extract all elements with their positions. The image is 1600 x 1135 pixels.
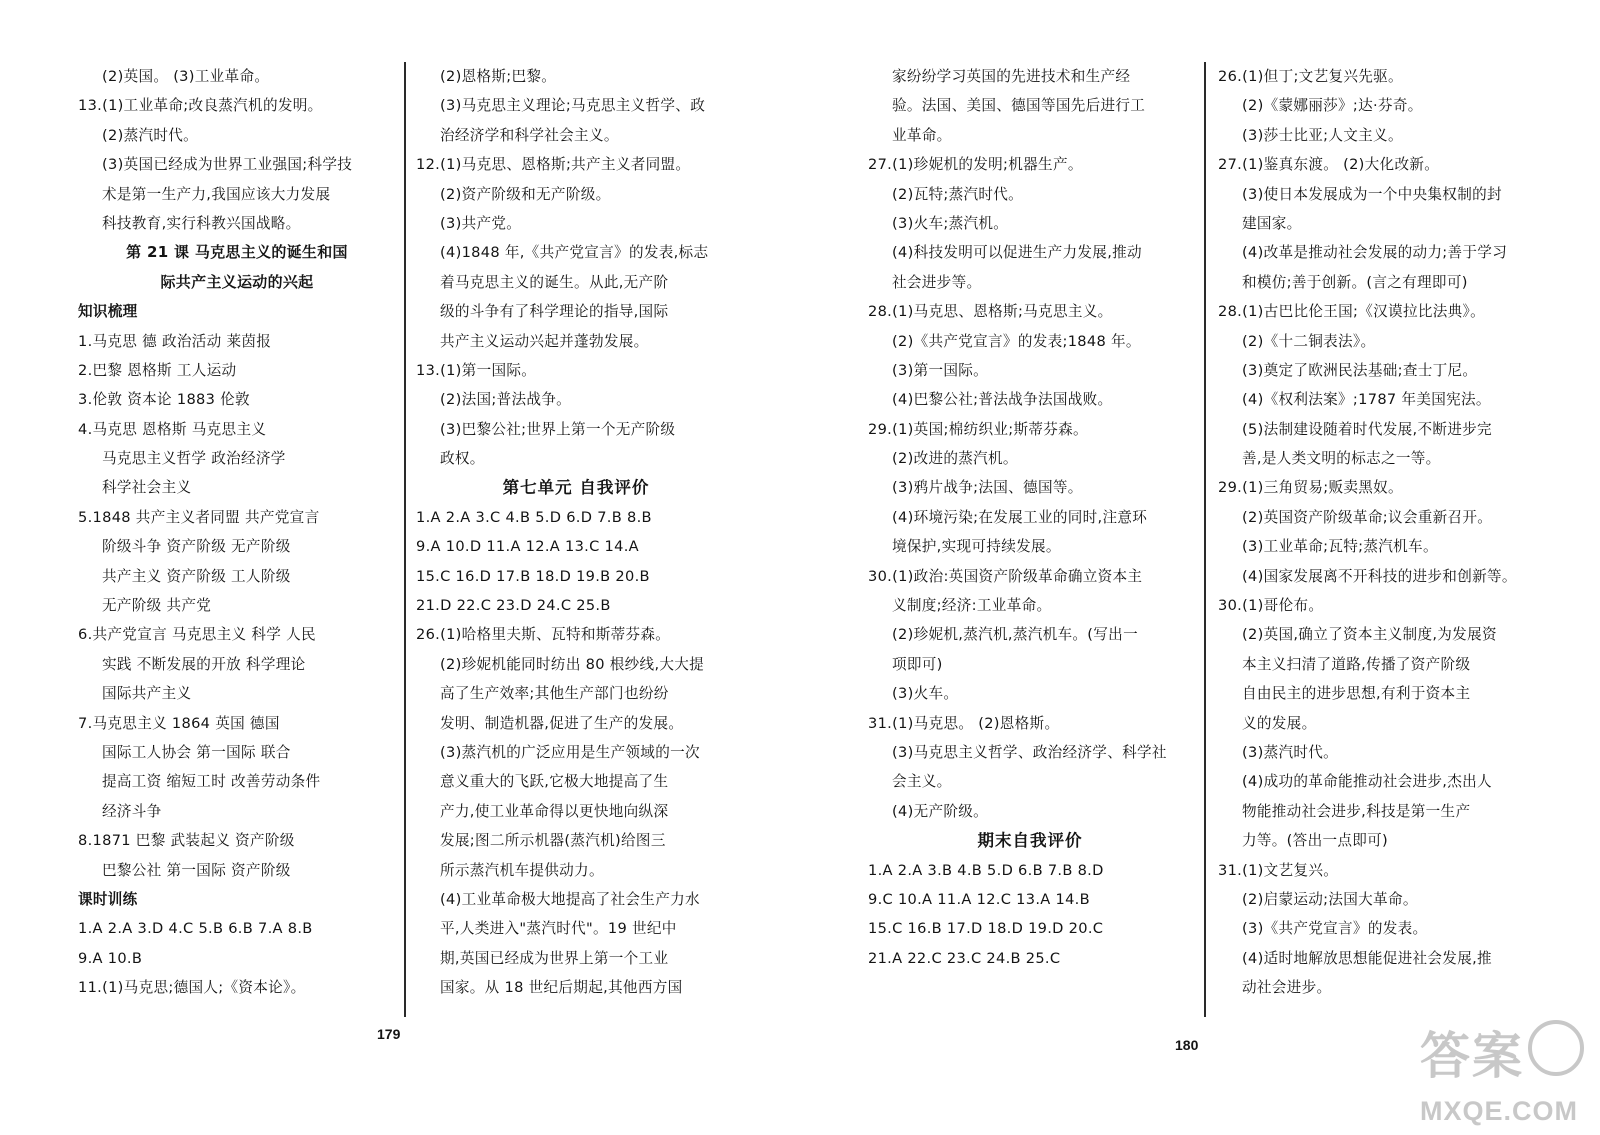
answer-line: (3)英国已经成为世界工业强国;科学技 <box>102 156 353 174</box>
answer-line: 项即可) <box>892 655 943 673</box>
answer-line: (2)英国资产阶级革命;议会重新召开。 <box>1242 508 1493 526</box>
answer-line: (4)环境污染;在发展工业的同时,注意环 <box>892 508 1148 526</box>
answer-line: 建国家。 <box>1242 214 1302 232</box>
right-page <box>800 0 1600 1135</box>
answer-line: (2)珍妮机能同时纺出 80 根纱线,大大提 <box>440 655 705 673</box>
answer-line: 意义重大的飞跃,它极大地提高了生 <box>440 773 669 791</box>
answer-line: 11.(1)马克思;德国人;《资本论》。 <box>78 979 306 997</box>
answer-line: 28.(1)马克思、恩格斯;马克思主义。 <box>868 303 1113 321</box>
answer-line: (3)火车。 <box>892 685 959 703</box>
answer-line: 28.(1)古巴比伦王国;《汉谟拉比法典》。 <box>1218 303 1486 321</box>
answer-line: 高了生产效率;其他生产部门也纷纷 <box>440 685 669 703</box>
answer-line: 所示蒸汽机车提供动力。 <box>440 861 604 879</box>
answer-line: 实践 不断发展的开放 科学理论 <box>102 655 306 673</box>
answer-line: 发明、制造机器,促进了生产的发展。 <box>440 714 684 732</box>
subsection-heading: 知识梳理 <box>78 303 138 321</box>
answer-line: 力等。(答出一点即可) <box>1242 832 1389 850</box>
answer-line: (2)恩格斯;巴黎。 <box>440 68 557 85</box>
answer-line: (4)1848 年,《共产党宣言》的发表,标志 <box>440 244 709 262</box>
answer-line: 5.1848 共产主义者同盟 共产党宣言 <box>78 508 320 526</box>
answer-line: (2)《十二铜表法》。 <box>1242 332 1376 350</box>
answer-line: 15.C 16.D 17.B 18.D 19.B 20.B <box>416 567 650 585</box>
answer-line: (4)巴黎公社;普法战争法国战败。 <box>892 391 1113 409</box>
answer-line: 义制度;经济:工业革命。 <box>892 597 1052 615</box>
page-number-179: 179 <box>377 1026 401 1042</box>
answer-line: 7.马克思主义 1864 英国 德国 <box>78 714 280 732</box>
section-heading: 际共产主义运动的兴起 <box>160 272 314 291</box>
answer-line: 8.1871 巴黎 武装起义 资产阶级 <box>78 832 295 850</box>
answer-line: 动社会进步。 <box>1242 979 1332 997</box>
answer-line: 境保护,实现可持续发展。 <box>892 538 1061 556</box>
answer-line: (3)蒸汽机的广泛应用是生产领域的一次 <box>440 743 700 761</box>
answer-line: (3)《共产党宣言》的发表。 <box>1242 920 1428 938</box>
answer-line: (2)英国,确立了资本主义制度,为发展资 <box>1242 626 1497 644</box>
answer-line: (3)莎士比亚;人文主义。 <box>1242 126 1403 144</box>
answer-line: (3)马克思主义哲学、政治经济学、科学社 <box>892 743 1167 761</box>
answer-line: 1.A 2.A 3.C 4.B 5.D 6.D 7.B 8.B <box>416 508 652 526</box>
answer-line: 共产主义 资产阶级 工人阶级 <box>102 567 291 585</box>
answer-line: 业革命。 <box>892 126 952 144</box>
answer-line: (2)《蒙娜丽莎》;达·芬奇。 <box>1242 97 1423 115</box>
answer-line: 31.(1)文艺复兴。 <box>1218 861 1339 879</box>
answer-line: 本主义扫清了道路,传播了资产阶级 <box>1242 655 1471 673</box>
answer-line: 29.(1)英国;棉纺织业;斯蒂芬森。 <box>868 420 1088 438</box>
right-page-column-divider <box>1204 62 1206 1017</box>
answer-line: (2)瓦特;蒸汽时代。 <box>892 185 1024 203</box>
answer-line: (4)国家发展离不开科技的进步和创新等。 <box>1242 567 1517 585</box>
answer-line: 产力,使工业革命得以更快地向纵深 <box>440 802 669 820</box>
answer-line: (4)《权利法案》;1787 年美国宪法。 <box>1242 391 1491 409</box>
answer-line: 1.A 2.A 3.D 4.C 5.B 6.B 7.A 8.B <box>78 920 313 938</box>
answer-line: 27.(1)珍妮机的发明;机器生产。 <box>868 156 1083 174</box>
answer-line: 政权。 <box>440 450 485 468</box>
answer-line: (2)改进的蒸汽机。 <box>892 450 1018 468</box>
answer-line: (2)珍妮机,蒸汽机,蒸汽机车。(写出一 <box>892 626 1138 644</box>
answer-line: (3)共产党。 <box>440 214 522 232</box>
answer-line: (3)马克思主义理论;马克思主义哲学、政 <box>440 97 706 115</box>
answer-line: 验。法国、美国、德国等国先后进行工 <box>892 97 1146 115</box>
answer-line: 2.巴黎 恩格斯 工人运动 <box>78 361 237 379</box>
answer-line: (2)资产阶级和无产阶级。 <box>440 185 611 203</box>
answer-line: (3)巴黎公社;世界上第一个无产阶级 <box>440 420 676 438</box>
answer-line: 1.马克思 德 政治活动 莱茵报 <box>78 332 272 350</box>
answer-line: 13.(1)工业革命;改良蒸汽机的发明。 <box>78 97 323 115</box>
right-page-column-1 <box>868 62 1192 973</box>
answer-line: 经济斗争 <box>102 802 162 820</box>
left-page-column-divider <box>404 62 406 1017</box>
answer-line: 29.(1)三角贸易;贩卖黑奴。 <box>1218 479 1403 497</box>
answer-line: 9.A 10.D 11.A 12.A 13.C 14.A <box>416 538 639 556</box>
watermark-seal-icon <box>1528 1020 1584 1076</box>
answer-line: (5)法制建设随着时代发展,不断进步完 <box>1242 420 1492 438</box>
answer-line: (3)蒸汽时代。 <box>1242 743 1339 761</box>
answer-line: (4)无产阶级。 <box>892 802 989 820</box>
answer-line: 马克思主义哲学 政治经济学 <box>102 450 286 468</box>
section-heading: 第 21 课 马克思主义的诞生和国 <box>126 243 348 262</box>
answer-line: 期,英国已经成为世界上第一个工业 <box>440 949 669 967</box>
answer-line: 义的发展。 <box>1242 714 1317 732</box>
answer-line: (2)英国。 (3)工业革命。 <box>102 68 270 85</box>
right-page-column-2 <box>1218 62 1558 1003</box>
answer-line: (2)启蒙运动;法国大革命。 <box>1242 890 1418 908</box>
answer-line: 平,人类进入"蒸汽时代"。19 世纪中 <box>440 920 677 938</box>
answer-line: (3)使日本发展成为一个中央集权制的封 <box>1242 185 1502 203</box>
answer-line: 3.伦敦 资本论 1883 伦敦 <box>78 391 250 409</box>
left-page-column-1 <box>78 62 396 1003</box>
subsection-heading: 课时训练 <box>78 890 138 908</box>
answer-line: 巴黎公社 第一国际 资产阶级 <box>102 861 291 879</box>
answer-line: 30.(1)政治:英国资产阶级革命确立资本主 <box>868 567 1143 585</box>
answer-line: 30.(1)哥伦布。 <box>1218 597 1324 615</box>
answer-line: 21.A 22.C 23.C 24.B 25.C <box>868 949 1061 967</box>
answer-line: 善,是人类文明的标志之一等。 <box>1242 450 1441 468</box>
answer-line: 共产主义运动兴起并蓬勃发展。 <box>440 332 649 350</box>
answer-line: (3)第一国际。 <box>892 361 989 379</box>
answer-line: 科技教育,实行科教兴国战略。 <box>102 214 301 232</box>
answer-line: 13.(1)第一国际。 <box>416 361 537 379</box>
answer-line: (4)适时地解放思想能促进社会发展,推 <box>1242 949 1492 967</box>
answer-line: 发展;图二所示机器(蒸汽机)给图三 <box>440 832 666 850</box>
answer-line: 自由民主的进步思想,有利于资本主 <box>1242 685 1471 703</box>
answer-line: 国际工人协会 第一国际 联合 <box>102 743 291 761</box>
answer-line: (4)成功的革命能推动社会进步,杰出人 <box>1242 773 1492 791</box>
answer-line: 科学社会主义 <box>102 479 192 497</box>
answer-line: 国际共产主义 <box>102 685 192 703</box>
answer-line: 级的斗争有了科学理论的指导,国际 <box>440 303 669 321</box>
answer-line: 12.(1)马克思、恩格斯;共产主义者同盟。 <box>416 156 691 174</box>
answer-line: 21.D 22.C 23.D 24.C 25.B <box>416 597 611 615</box>
watermark-logo <box>1412 1014 1590 1129</box>
answer-line: (3)工业革命;瓦特;蒸汽机车。 <box>1242 538 1438 556</box>
answer-line: 术是第一生产力,我国应该大力发展 <box>102 185 331 203</box>
answer-line: 会主义。 <box>892 773 952 791</box>
answer-line: 物能推动社会进步,科技是第一生产 <box>1242 802 1471 820</box>
answer-line: (2)蒸汽时代。 <box>102 126 199 144</box>
answer-line: 提高工资 缩短工时 改善劳动条件 <box>102 773 321 791</box>
answer-line: 着马克思主义的诞生。从此,无产阶 <box>440 273 669 291</box>
answer-line: 无产阶级 共产党 <box>102 597 212 615</box>
answer-line: 6.共产党宣言 马克思主义 科学 人民 <box>78 626 316 644</box>
watermark-url: MXQE.COM <box>1420 1096 1579 1126</box>
page-number-180: 180 <box>1175 1037 1199 1053</box>
answer-line: (4)改革是推动社会发展的动力;善于学习 <box>1242 244 1508 262</box>
answer-line: (2)法国;普法战争。 <box>440 391 572 409</box>
answer-line: (2)《共产党宣言》的发表;1848 年。 <box>892 332 1141 350</box>
answer-line: 4.马克思 恩格斯 马克思主义 <box>78 420 267 438</box>
answer-line: (4)工业革命极大地提高了社会生产力水 <box>440 890 700 908</box>
answer-line: 26.(1)哈格里夫斯、瓦特和斯蒂芬森。 <box>416 626 671 644</box>
answer-line: 家纷纷学习英国的先进技术和生产经 <box>892 68 1131 85</box>
watermark-glyphs: 答案 <box>1420 1027 1524 1085</box>
answer-line: 31.(1)马克思。 (2)恩格斯。 <box>868 714 1060 732</box>
answer-line: (3)火车;蒸汽机。 <box>892 214 1009 232</box>
left-page-column-2 <box>416 62 736 1003</box>
answer-line: 9.C 10.A 11.A 12.C 13.A 14.B <box>868 890 1090 908</box>
answer-line: 国家。从 18 世纪后期起,其他西方国 <box>440 979 683 997</box>
answer-line: 社会进步等。 <box>892 273 982 291</box>
answer-line: 15.C 16.B 17.D 18.D 19.D 20.C <box>868 920 1104 938</box>
answer-line: 1.A 2.A 3.B 4.B 5.D 6.B 7.B 8.D <box>868 861 1104 879</box>
answer-line: 阶级斗争 资产阶级 无产阶级 <box>102 538 291 556</box>
answer-line: 和模仿;善于创新。(言之有理即可) <box>1242 273 1468 291</box>
answer-line: 治经济学和科学社会主义。 <box>440 126 619 144</box>
section-heading: 期末自我评价 <box>977 831 1083 851</box>
answer-line: (4)科技发明可以促进生产力发展,推动 <box>892 244 1142 262</box>
answer-line: (3)奠定了欧洲民法基础;查士丁尼。 <box>1242 361 1478 379</box>
answer-line: 9.A 10.B <box>78 949 143 967</box>
answer-line: (3)鸦片战争;法国、德国等。 <box>892 479 1083 497</box>
section-heading: 第七单元 自我评价 <box>502 478 650 498</box>
answer-line: 27.(1)鉴真东渡。 (2)大化改新。 <box>1218 156 1440 174</box>
answer-line: 26.(1)但丁;文艺复兴先驱。 <box>1218 68 1403 85</box>
